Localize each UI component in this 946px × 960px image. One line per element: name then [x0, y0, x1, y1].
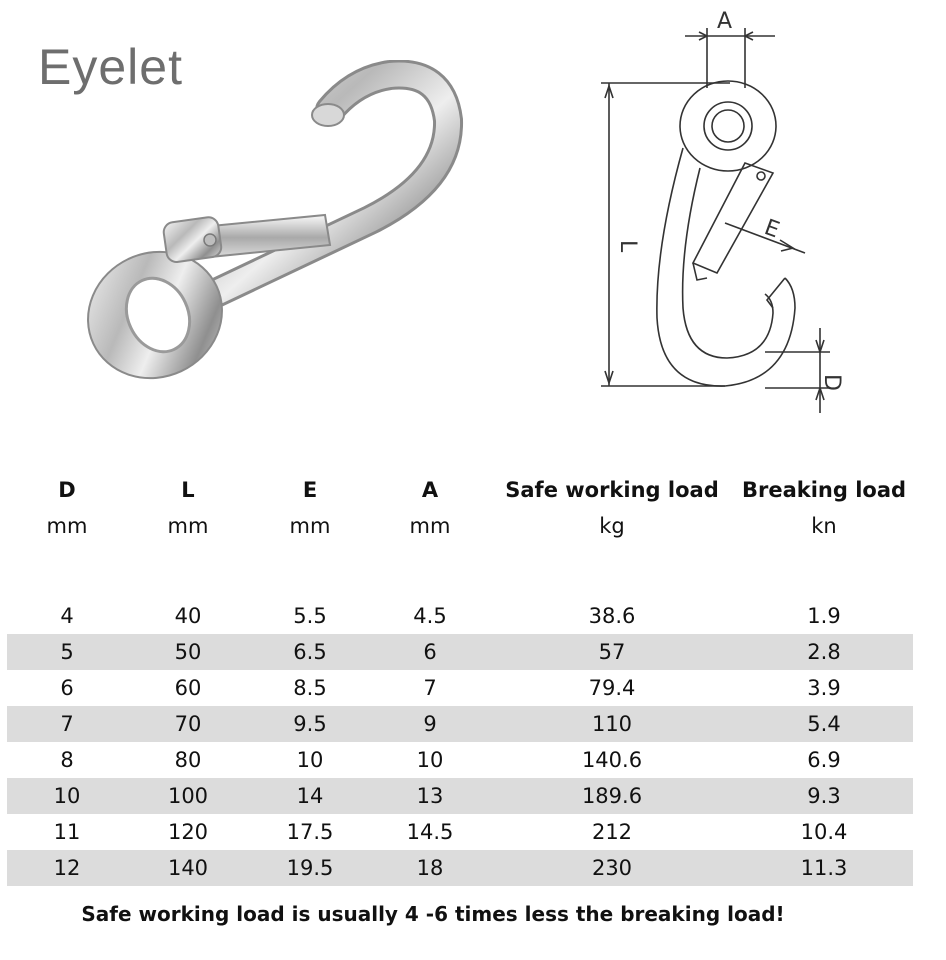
cell-safe-working-load: 189.6 [489, 778, 735, 814]
cell-l: 120 [167, 820, 209, 844]
cell-safe-working-load: 110 [489, 706, 735, 742]
cell-d: 4 [60, 604, 74, 628]
snap-hook-image [70, 60, 470, 400]
table-row [7, 850, 913, 886]
cell-l: 70 [127, 706, 249, 742]
header-l: L [181, 478, 195, 502]
cell-l: 80 [174, 748, 202, 772]
cell-breaking-load: 2.8 [735, 634, 913, 670]
table-row [7, 634, 913, 670]
cell-d: 8 [60, 748, 74, 772]
table-row [7, 742, 913, 778]
cell-a: 7 [423, 676, 437, 700]
cell-breaking-load: 1.9 [807, 604, 841, 628]
cell-d: 11 [53, 820, 81, 844]
header-d: D [58, 478, 76, 502]
dim-l-label: L [615, 240, 640, 253]
cell-a: 6 [371, 634, 489, 670]
cell-l: 100 [127, 778, 249, 814]
cell-safe-working-load: 212 [591, 820, 633, 844]
specification-table [7, 470, 913, 886]
cell-d: 7 [7, 706, 127, 742]
cell-a: 10 [416, 748, 444, 772]
table-row [7, 706, 913, 742]
cell-e: 14 [249, 778, 371, 814]
unit-breaking-load: kn [811, 514, 837, 538]
header-e: E [302, 478, 318, 502]
dim-d-label: D [819, 374, 844, 391]
cell-a: 13 [371, 778, 489, 814]
cell-d: 12 [7, 850, 127, 886]
unit-safe-working-load: kg [599, 514, 625, 538]
header-a: A [421, 478, 439, 502]
cell-a: 4.5 [413, 604, 447, 628]
header-breaking-load: Breaking load [741, 478, 907, 502]
cell-l: 140 [127, 850, 249, 886]
cell-l: 40 [174, 604, 202, 628]
table-row [7, 670, 913, 706]
cell-e: 8.5 [293, 676, 327, 700]
cell-d: 6 [60, 676, 74, 700]
cell-e: 10 [296, 748, 324, 772]
dim-e-label: E [760, 215, 783, 244]
cell-safe-working-load: 57 [489, 634, 735, 670]
unit-l: mm [167, 514, 209, 538]
cell-l: 50 [127, 634, 249, 670]
cell-a: 9 [371, 706, 489, 742]
cell-safe-working-load: 79.4 [588, 676, 636, 700]
cell-safe-working-load: 140.6 [581, 748, 643, 772]
page-title: Eyelet [38, 39, 183, 95]
unit-d: mm [46, 514, 88, 538]
header-safe-working-load: Safe working load [505, 478, 719, 502]
cell-e: 19.5 [249, 850, 371, 886]
load-note: Safe working load is usually 4 -6 times less the breaking load! [81, 902, 785, 926]
table-row [7, 814, 913, 850]
cell-breaking-load: 11.3 [735, 850, 913, 886]
table-row [7, 778, 913, 814]
cell-safe-working-load: 230 [489, 850, 735, 886]
cell-a: 18 [371, 850, 489, 886]
cell-breaking-load: 3.9 [807, 676, 841, 700]
cell-d: 10 [7, 778, 127, 814]
cell-a: 14.5 [406, 820, 454, 844]
table-row [7, 598, 913, 634]
unit-a: mm [409, 514, 451, 538]
cell-breaking-load: 9.3 [735, 778, 913, 814]
cell-breaking-load: 5.4 [735, 706, 913, 742]
cell-e: 17.5 [286, 820, 334, 844]
header-row [7, 470, 913, 510]
cell-e: 6.5 [249, 634, 371, 670]
cell-breaking-load: 6.9 [807, 748, 841, 772]
units-row [7, 510, 913, 542]
unit-e: mm [289, 514, 331, 538]
cell-safe-working-load: 38.6 [588, 604, 636, 628]
cell-e: 5.5 [293, 604, 327, 628]
cell-e: 9.5 [249, 706, 371, 742]
dimension-diagram [595, 8, 855, 413]
cell-d: 5 [7, 634, 127, 670]
dim-a-label: A [717, 9, 733, 34]
cell-breaking-load: 10.4 [800, 820, 848, 844]
cell-l: 60 [174, 676, 202, 700]
